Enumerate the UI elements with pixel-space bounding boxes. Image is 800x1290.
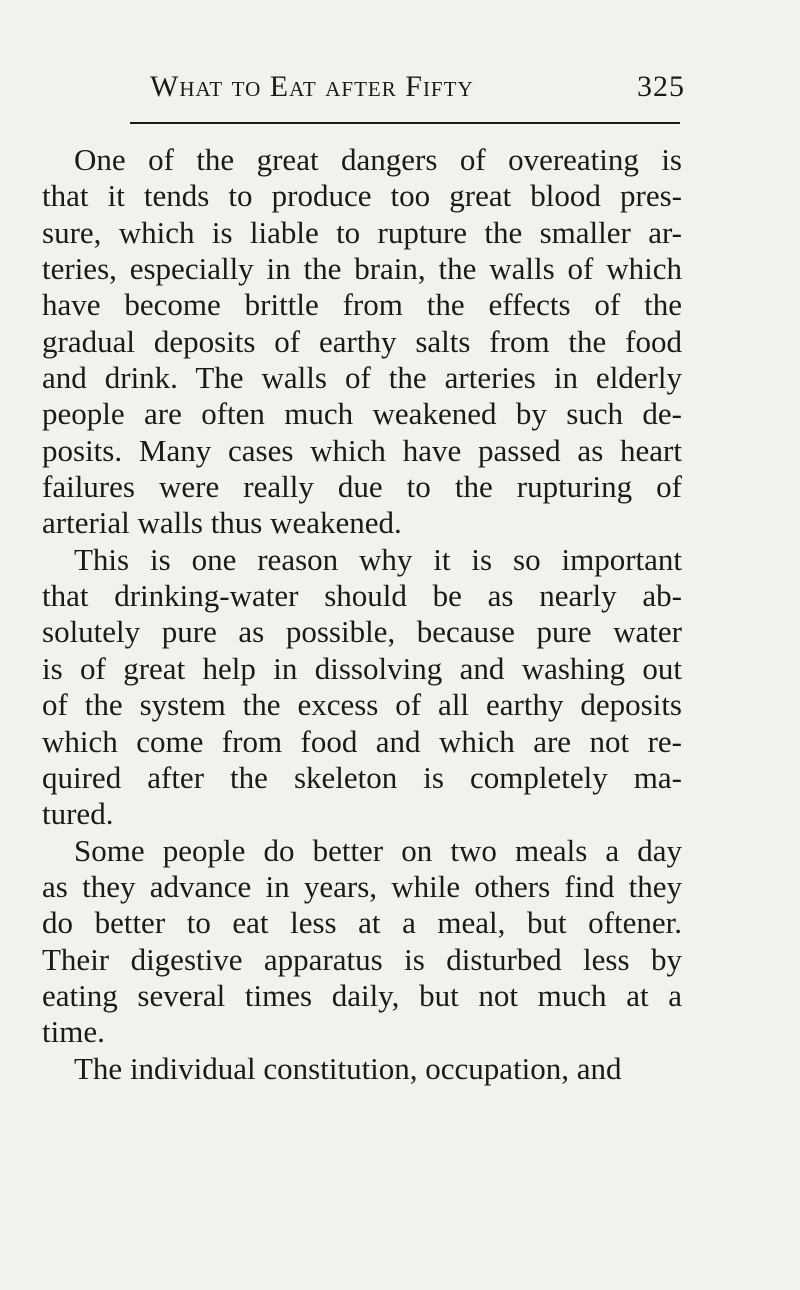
text-line: time.	[42, 1014, 105, 1050]
text-line: and drink. The walls of the arteries in elderly	[42, 360, 682, 396]
text-line: The individual constitution, occupation, and	[74, 1050, 622, 1086]
text-line: as they advance in years, while others find they	[42, 868, 682, 904]
paragraph	[42, 1051, 682, 1087]
text-line: Some people do better on two meals a day	[74, 832, 682, 868]
text-line: that it tends to produce too great blood pres-	[42, 178, 682, 214]
text-line: posits. Many cases which have passed as heart	[42, 432, 682, 468]
text-line: One of the great dangers of overeating is	[74, 142, 682, 177]
text-line: do better to eat less at a meal, but oftener.	[42, 905, 682, 941]
text-line: which come from food and which are not re-	[42, 723, 682, 759]
text-line: sure, which is liable to rupture the smaller ar-	[42, 214, 682, 250]
text-line: gradual deposits of earthy salts from the food	[42, 323, 682, 359]
paragraph	[42, 142, 682, 542]
text-line: teries, especially in the brain, the walls of which	[42, 251, 682, 287]
paragraph	[42, 542, 682, 833]
text-line: This is one reason why it is so important	[74, 541, 682, 577]
text-line: that drinking-water should be as nearly ab-	[42, 578, 682, 614]
text-line: eating several times daily, but not much at a	[42, 977, 682, 1013]
running-title: What to Eat after Fifty	[150, 70, 474, 103]
header-rule	[130, 122, 680, 124]
running-head	[150, 70, 685, 118]
text-line: Their digestive apparatus is disturbed less by	[42, 941, 682, 977]
text-line: of the system the excess of all earthy deposits	[42, 687, 682, 723]
text-line: people are often much weakened by such de-	[42, 396, 682, 432]
body-text	[42, 142, 682, 1087]
text-line: solutely pure as possible, because pure water	[42, 614, 682, 650]
text-line: arterial walls thus weakened.	[42, 505, 402, 541]
paragraph	[42, 833, 682, 1051]
text-line: is of great help in dissolving and washing out	[42, 650, 682, 686]
text-line: have become brittle from the effects of the	[42, 287, 682, 323]
page-number: 325	[637, 70, 685, 103]
text-line: failures were really due to the rupturing of	[42, 469, 682, 505]
text-line: quired after the skeleton is completely ma-	[42, 759, 682, 795]
text-line: tured.	[42, 796, 114, 832]
